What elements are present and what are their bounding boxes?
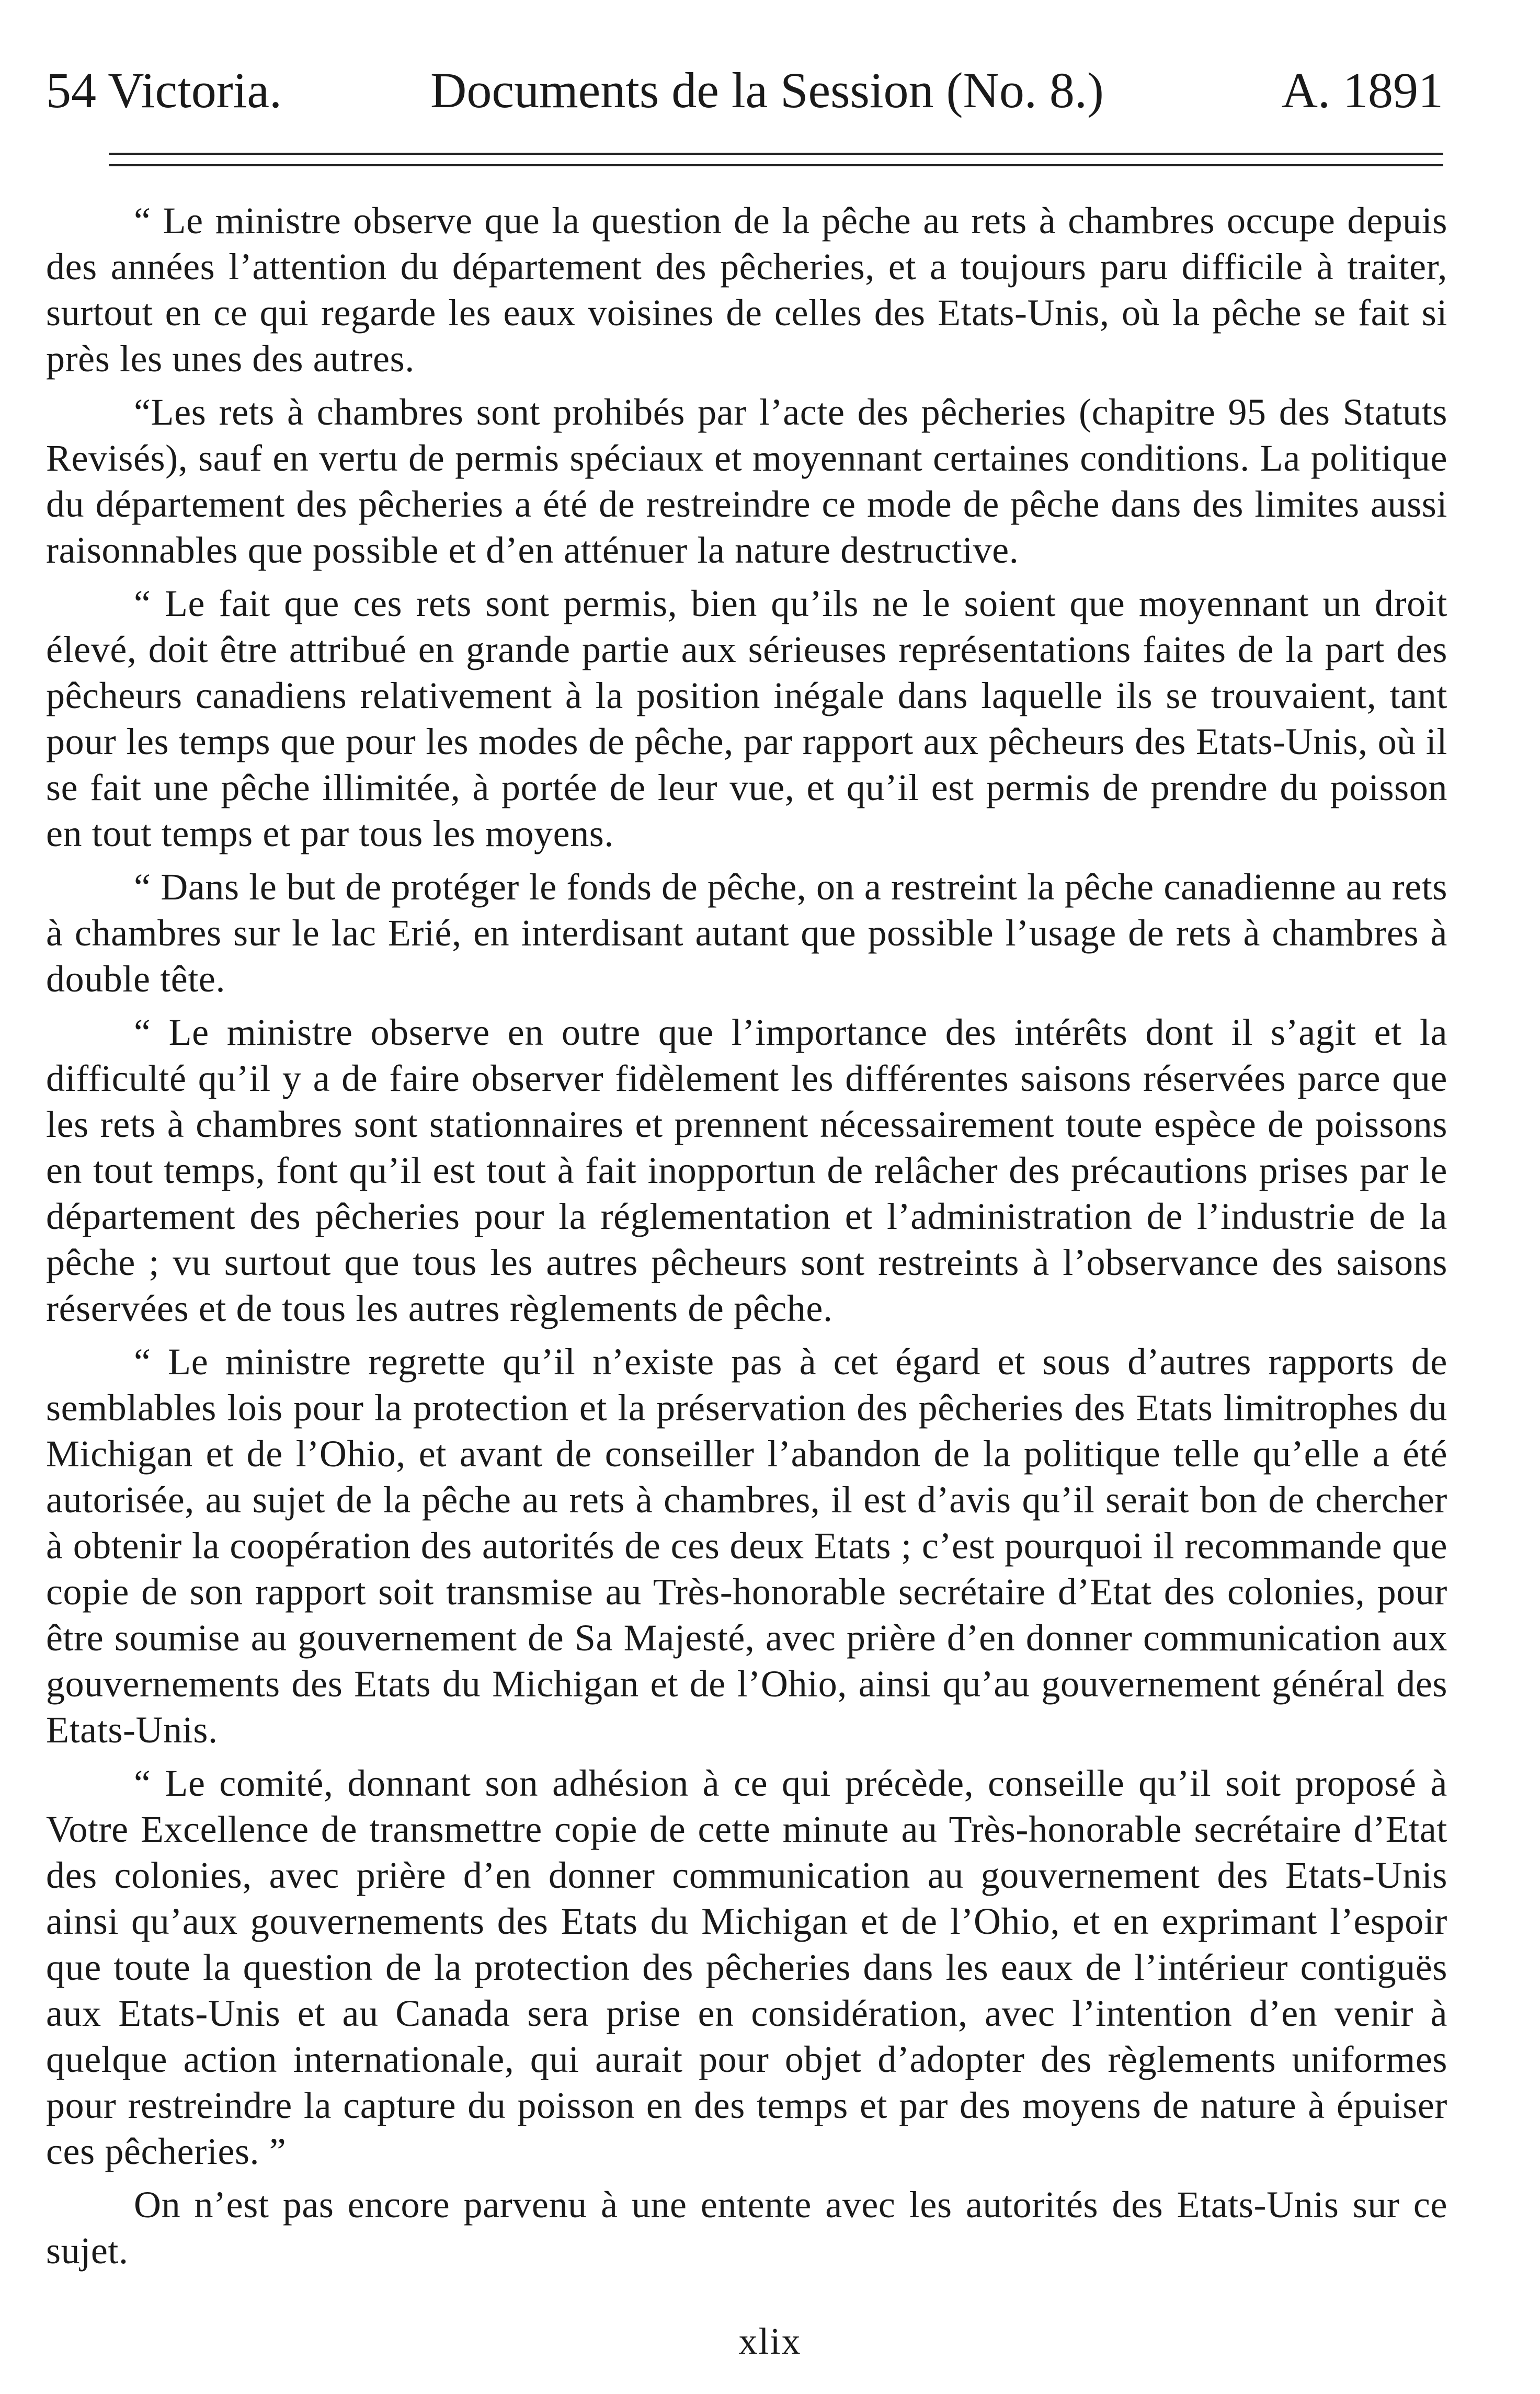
page-header <box>46 62 1443 119</box>
paragraph: “ Le fait que ces rets sont permis, bien qu’ils ne le soient que moyennant un droit élevé, doit être attribué en grande partie aux sérieuses représentations faites de la part des pêcheurs canadiens relativement à la position inégale dans laquelle ils se trouvaient, tant pour les temps que pour les modes de pêche, par rapport aux pêcheurs des Etats-Unis, où il se fait une pêche illimitée, à portée de leur vue, et qu’il est permis de prendre du poisson en tout temps et par tous les moyens. <box>46 583 1447 854</box>
header-rule-bottom <box>109 164 1443 166</box>
header-regnal-year: 54 Victoria. <box>46 62 282 118</box>
paragraph: “ Le ministre observe en outre que l’importance des intérêts dont il s’agit et la difficulté qu’il y a de faire observer fidèlement les différentes saisons réservées parce que les rets à chambres sont stationnaires et prennent nécessairement toute espèce de poissons en tout temps, font qu’il est tout à fait inopportun de relâcher des précautions prises par le département des pêcheries pour la réglementation et l’administration de l’industrie de la pêche ; vu surtout que tous les autres pêcheurs sont restreints à l’observance des saisons réservées et de tous les autres règlements de pêche. <box>46 1011 1447 1329</box>
header-document-title: Documents de la Session (No. 8.) <box>430 62 1104 118</box>
page-number: xlix <box>738 2320 802 2362</box>
paragraph: “Les rets à chambres sont prohibés par l’acte des pêcheries (chapitre 95 des Statuts Revisés), sauf en vertu de permis spéciaux et moyennant certaines conditions. La politique du département des pêcheries a été de restreindre ce mode de pêche dans des limites aussi raisonnables que possible et d’en atténuer la nature destructive. <box>46 391 1447 571</box>
header-rule-top <box>109 153 1443 155</box>
paragraph: “ Dans le but de protéger le fonds de pêche, on a restreint la pêche canadienne au rets à chambres sur le lac Erié, en interdisant autant que possible l’usage de rets à chambres à double tête. <box>46 866 1447 1000</box>
paragraph: “ Le comité, donnant son adhésion à ce qui précède, conseille qu’il soit proposé à Votre Excellence de transmettre copie de cette minute au Très-honorable secrétaire d’Etat des colonies, avec prière d’en donner communication au gouvernement des Etats-Unis ainsi qu’aux gouvernements des Etats du Michigan et de l’Ohio, et en exprimant l’espoir que toute la question de la protection des pêcheries dans les eaux de l’intérieur contiguës aux Etats-Unis et au Canada sera prise en considération, avec l’intention d’en venir à quelque action internationale, qui aurait pour objet d’adopter des règlements uniformes pour restreindre la capture du poisson en des temps et par des moyens de nature à épuiser ces pêcheries. ” <box>46 1762 1447 2172</box>
paragraph: “ Le ministre regrette qu’il n’existe pas à cet égard et sous d’autres rapports de semblables lois pour la protection et la préservation des pêcheries des Etats limitrophes du Michigan et de l’Ohio, et avant de conseiller l’abandon de la politique telle qu’elle a été autorisée, au sujet de la pêche au rets à chambres, il est d’avis qu’il serait bon de chercher à obtenir la coopération des autorités de ces deux Etats ; c’est pourquoi il recommande que copie de son rapport soit transmise au Très-honorable secrétaire d’Etat des colonies, pour être soumise au gouvernement de Sa Majesté, avec prière d’en donner communication aux gouvernements des Etats du Michigan et de l’Ohio, ainsi qu’au gouvernement général des Etats-Unis. <box>46 1341 1447 1751</box>
header-year: A. 1891 <box>1281 62 1443 118</box>
paragraph: On n’est pas encore parvenu à une entente avec les autorités des Etats-Unis sur ce sujet. <box>46 2184 1447 2272</box>
paragraph: “ Le ministre observe que la question de la pêche au rets à chambres occupe depuis des années l’attention du département des pêcheries, et a toujours paru difficile à traiter, surtout en ce qui regarde les eaux voisines de celles des Etats-Unis, où la pêche se fait si près les unes des autres. <box>46 200 1447 380</box>
body-text <box>46 198 1447 2281</box>
